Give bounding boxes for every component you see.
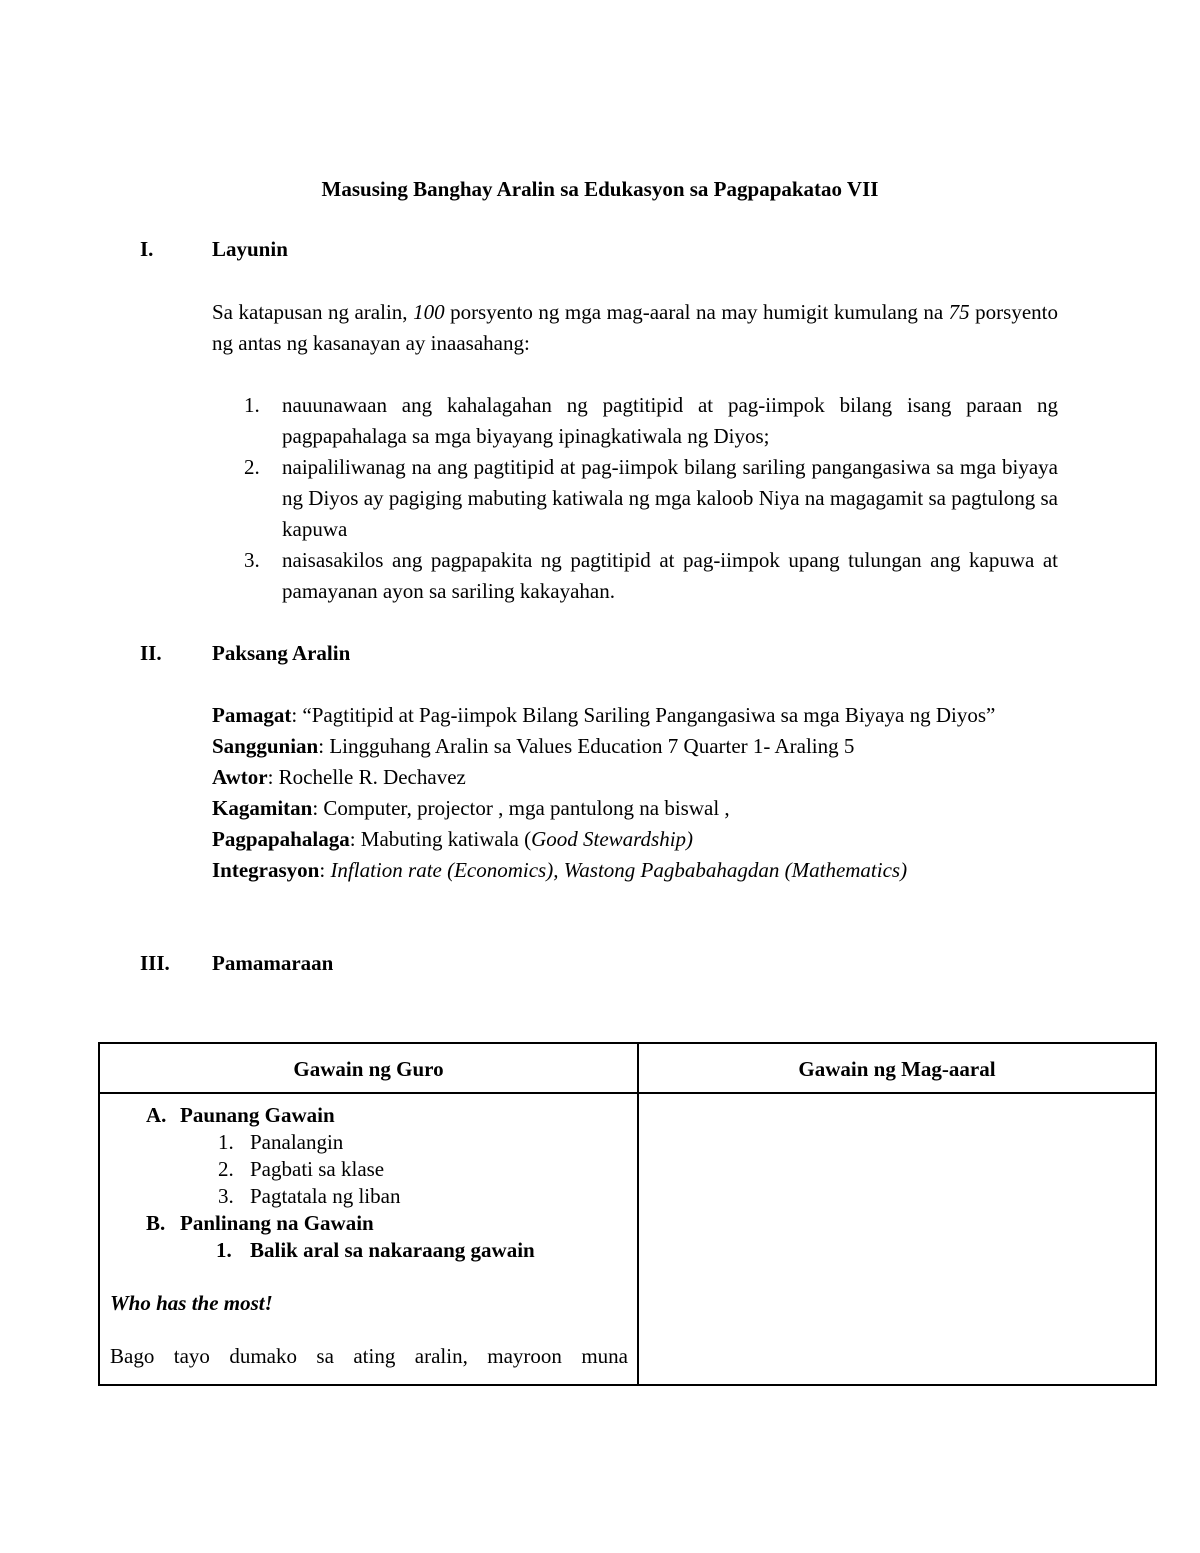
intro-percent-100: 100	[413, 300, 445, 324]
balik-aral-heading: 1. Balik aral sa nakaraang gawain	[216, 1238, 535, 1262]
kagamitan-row: Kagamitan: Computer, projector , mga pantulong na biswal ,	[212, 796, 730, 820]
section-numeral-1: I.	[140, 237, 154, 261]
objective-item: 1. nauunawaan ang kahalagahan ng pagtitipid at pag-iimpok bilang isang paraan ng pagpapahalaga sa mga biyayang ipinagkatiwala ng Diyos;	[244, 393, 1058, 448]
sanggunian-row: Sanggunian: Lingguhang Aralin sa Values Education 7 Quarter 1- Araling 5	[212, 734, 855, 758]
pamamaraan-table	[98, 1042, 1157, 1386]
section-numeral-3: III.	[140, 951, 170, 975]
section-heading-pamamaraan: Pamamaraan	[212, 951, 334, 975]
table-header-guro: Gawain ng Guro	[293, 1057, 444, 1081]
awtor-row: Awtor: Rochelle R. Dechavez	[212, 765, 466, 789]
panlinang-gawain-heading: B. Panlinang na Gawain	[146, 1211, 374, 1235]
intro-percent-75: 75	[948, 300, 970, 324]
section-numeral-2: II.	[140, 641, 162, 665]
list-item: 1. Panalangin	[218, 1130, 344, 1154]
who-has-the-most-title: Who has the most!	[110, 1291, 273, 1315]
objective-item: 3. naisasakilos ang pagpapakita ng pagtitipid at pag-iimpok upang tulungan ang kapuwa at pamayanan ayon sa sariling kakayahan.	[244, 548, 1058, 603]
section-heading-paksang-aralin: Paksang Aralin	[212, 641, 351, 665]
paksang-aralin-details	[212, 700, 1058, 886]
pamagat-row: Pamagat: “Pagtitipid at Pag-iimpok Bilang Sariling Pangangasiwa sa mga Biyaya ng Diyos”	[212, 703, 996, 727]
objectives-list	[212, 390, 1058, 607]
intro-paragraph: Sa katapusan ng aralin, 100 porsyento ng mga mag-aaral na may humigit kumulang na 75 porsyento ng antas ng kasanayan ay inaasahang:	[212, 300, 1058, 355]
table-cell-guro	[110, 1102, 628, 1370]
pagpapahalaga-row: Pagpapahalaga: Mabuting katiwala (Good Stewardship)	[212, 827, 694, 851]
objective-item: 2. naipaliliwanag na ang pagtitipid at pag-iimpok bilang sariling pangangasiwa sa mga biyaya ng Diyos ay pagiging mabuting katiwala ng mga kaloob Niya na magagamit sa pagtulong sa kapuwa	[244, 455, 1058, 541]
list-item: 2. Pagbati sa klase	[218, 1157, 385, 1181]
bago-paragraph: Bago tayo dumako sa ating aralin, mayroon muna	[110, 1344, 628, 1368]
document-title: Masusing Banghay Aralin sa Edukasyon sa Pagpapakatao VII	[321, 177, 879, 201]
list-item: 3. Pagtatala ng liban	[218, 1184, 401, 1208]
table-header-magaaral: Gawain ng Mag-aaral	[798, 1057, 996, 1081]
paunang-gawain-heading: A. Paunang Gawain	[146, 1103, 335, 1127]
integrasyon-row: Integrasyon: Inflation rate (Economics), Wastong Pagbabahagdan (Mathematics)	[212, 858, 908, 882]
section-heading-layunin: Layunin	[212, 237, 288, 261]
table-column-divider	[637, 1044, 639, 1384]
table-header-divider	[100, 1092, 1155, 1094]
